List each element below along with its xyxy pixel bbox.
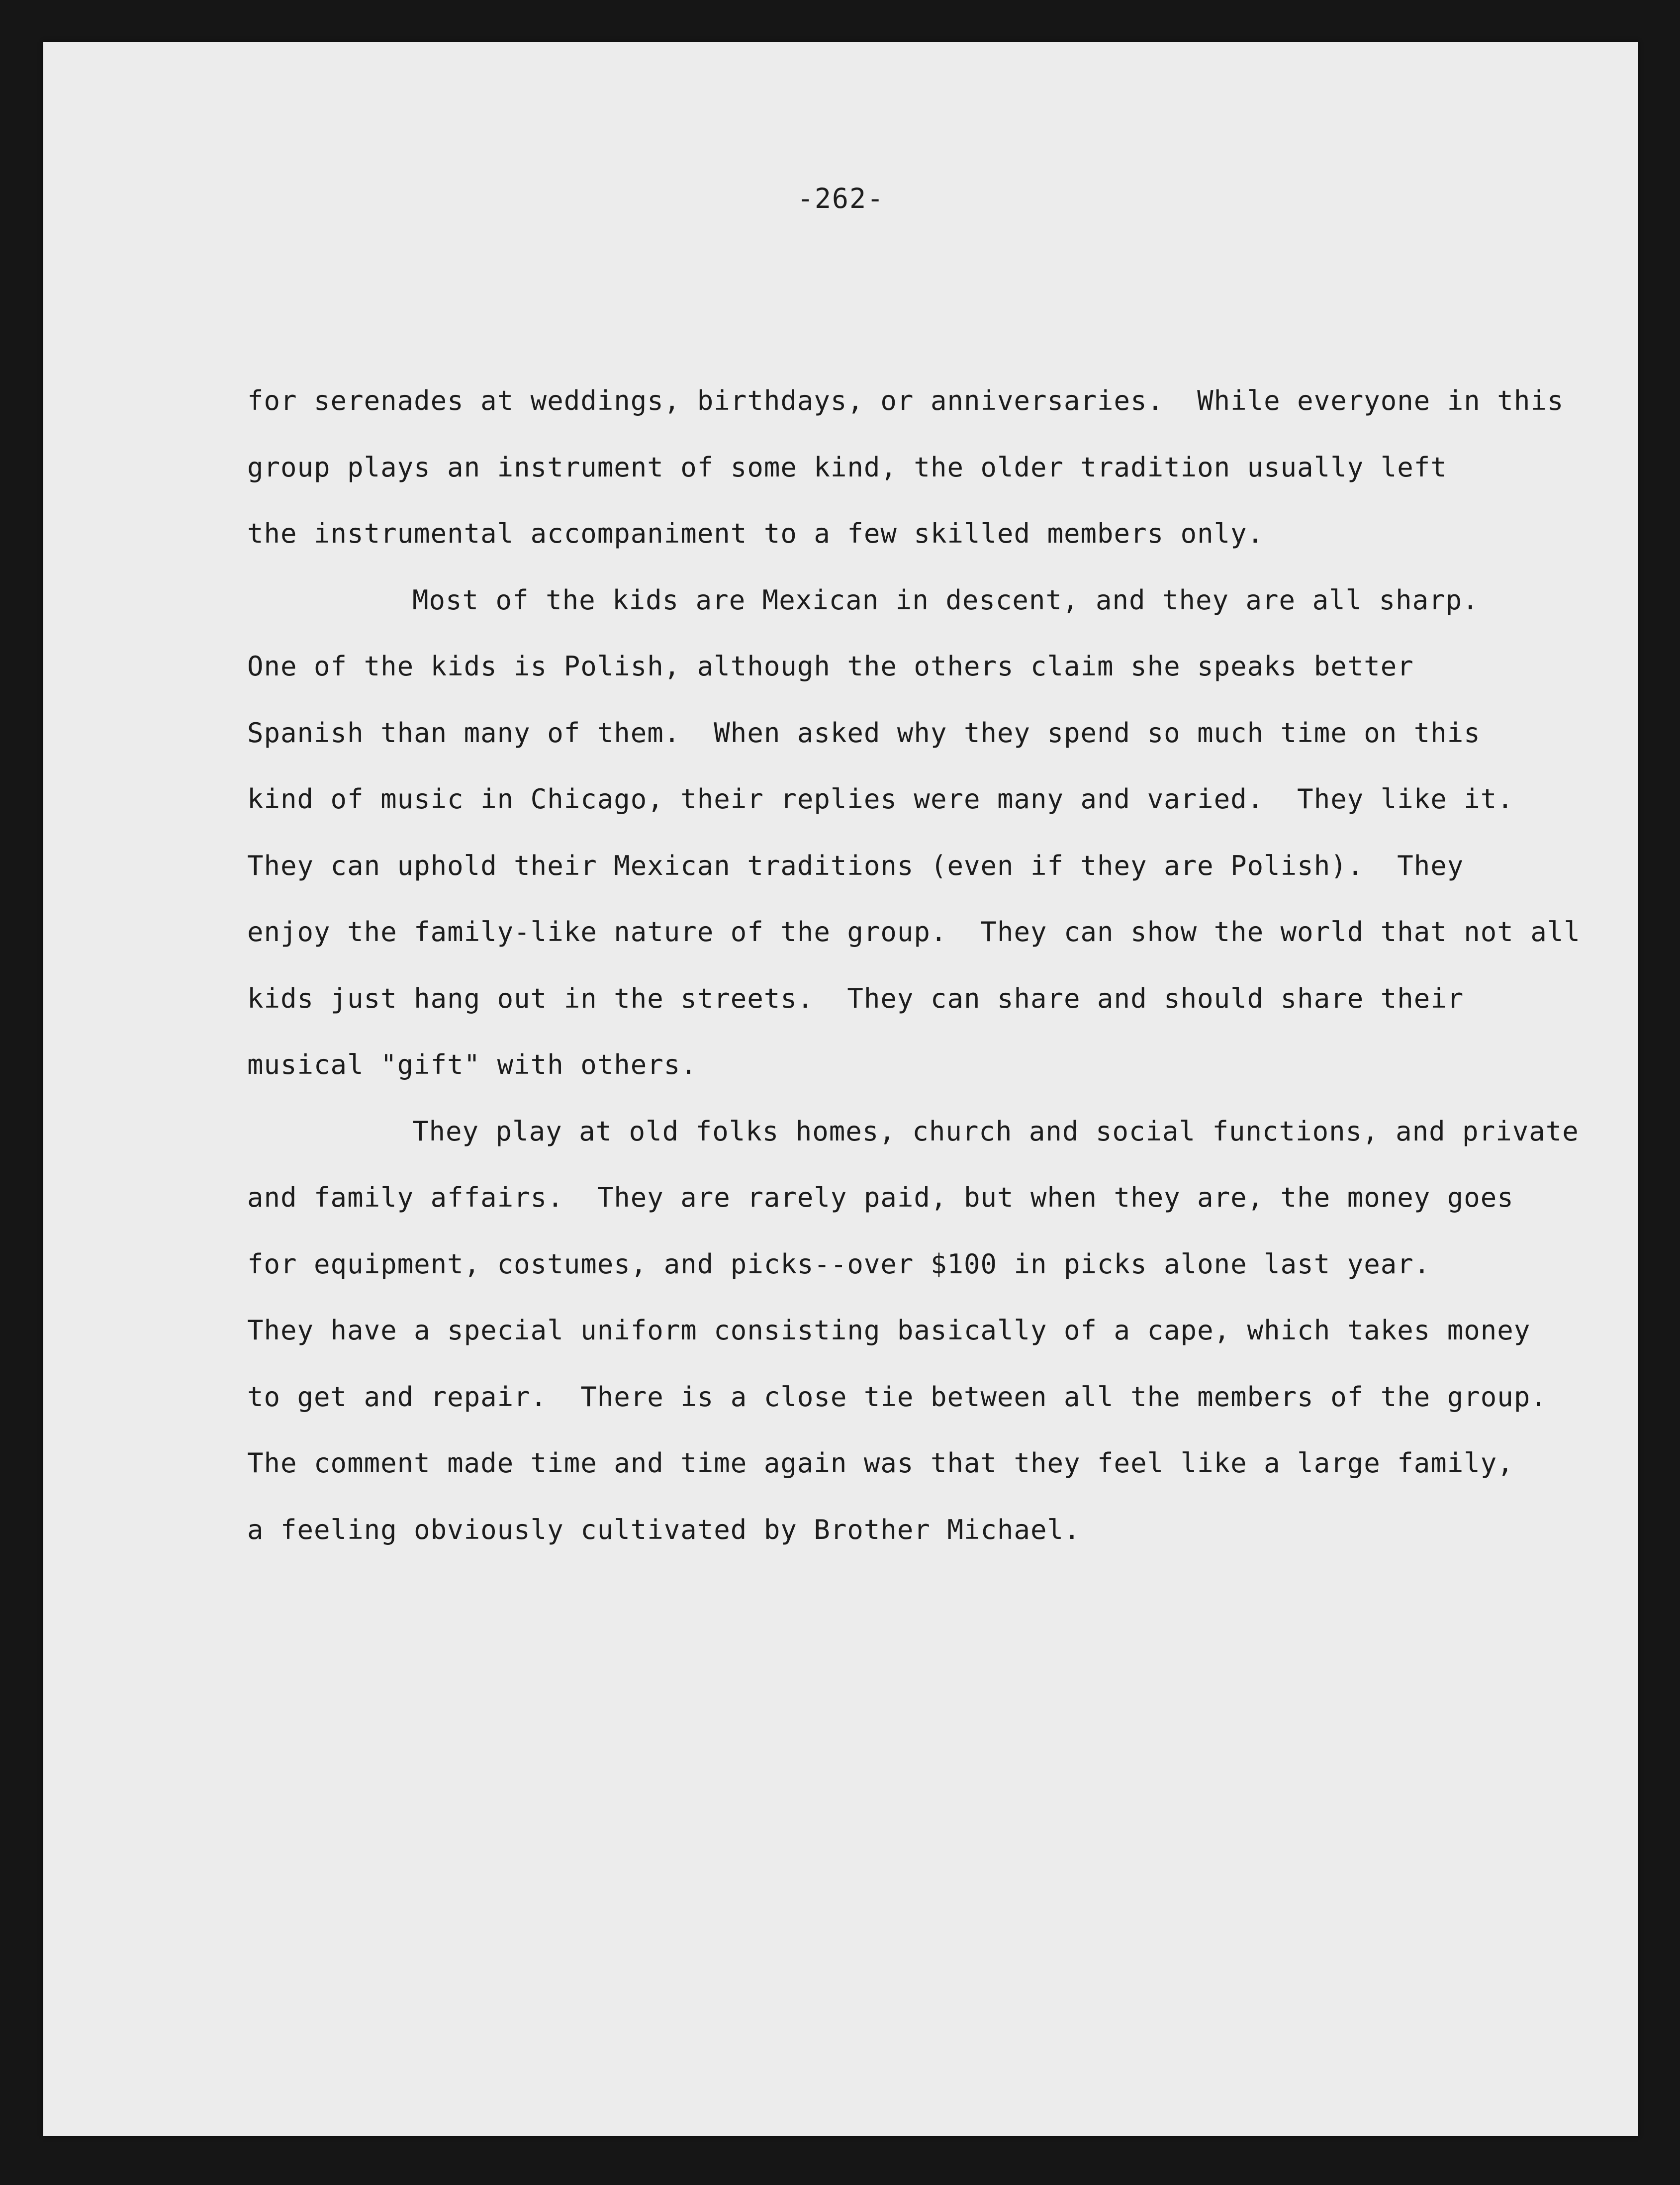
text-line: They can uphold their Mexican traditions (even if they are Polish). They [247, 850, 1464, 881]
text-line: musical "gift" with others. [247, 1049, 697, 1080]
text-line: kind of music in Chicago, their replies were many and varied. They like it. [247, 783, 1514, 815]
paragraph-start-line: Most of the kids are Mexican in descent, and they are all sharp. [412, 584, 1479, 616]
text-line: enjoy the family-like nature of the group. They can show the world that not all [247, 916, 1581, 948]
text-line: for equipment, costumes, and picks--over $100 in picks alone last year. [247, 1248, 1431, 1280]
text-line: group plays an instrument of some kind, the older tradition usually left [247, 451, 1447, 483]
text-line: kids just hang out in the streets. They can share and should share their [247, 982, 1464, 1014]
text-line: One of the kids is Polish, although the others claim she speaks better [247, 651, 1414, 682]
text-line: and family affairs. They are rarely paid, but when they are, the money goes [247, 1182, 1514, 1213]
text-line: They have a special uniform consisting basically of a cape, which takes money [247, 1315, 1531, 1346]
text-line: for serenades at weddings, birthdays, or anniversaries. While everyone in this [247, 385, 1564, 416]
text-line: The comment made time and time again was that they feel like a large family, [247, 1447, 1514, 1479]
text-line: to get and repair. There is a close tie between all the members of the group. [247, 1381, 1547, 1413]
document-page [43, 42, 1638, 2136]
text-line: a feeling obviously cultivated by Brother Michael. [247, 1514, 1081, 1545]
body-text [247, 387, 1630, 1583]
text-line: the instrumental accompaniment to a few skilled members only. [247, 518, 1264, 549]
page-number: -262- [797, 183, 885, 214]
paragraph-start-line: They play at old folks homes, church and social functions, and private [412, 1115, 1579, 1147]
text-line: Spanish than many of them. When asked why they spend so much time on this [247, 717, 1481, 749]
